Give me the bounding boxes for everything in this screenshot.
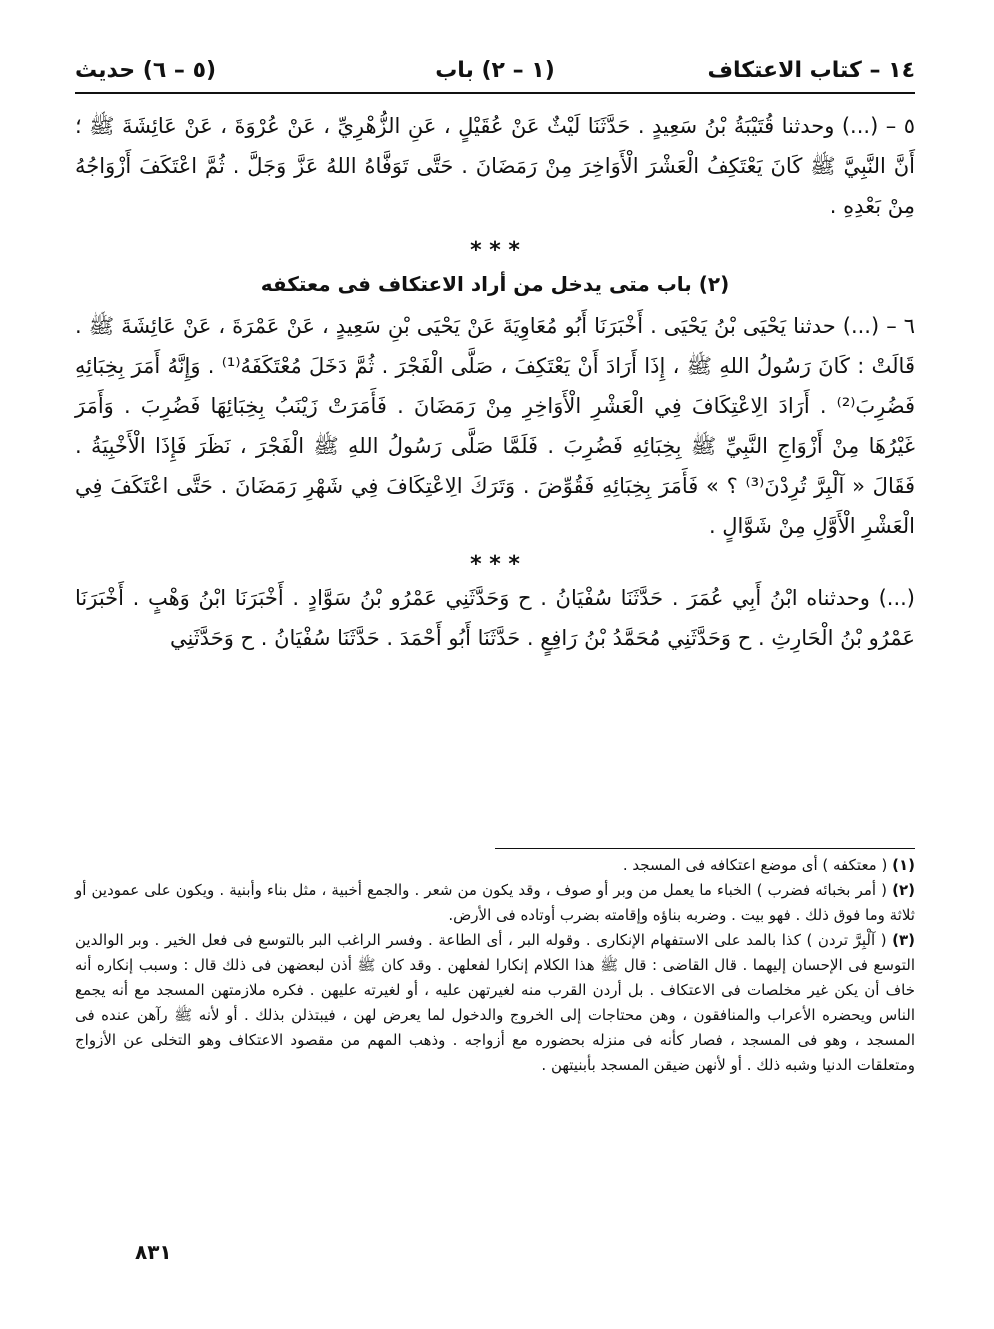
footnote-number: (١) — [892, 856, 915, 874]
footnote-number: (٣) — [892, 931, 915, 949]
hadith-5: ٥ – (...) وحدثنا قُتَيْبَةُ بْنُ سَعِيدٍ . حَدَّثَنَا لَيْثٌ عَنْ عُقَيْلٍ ، عَنِ الزُّهْرِيِّ ، عَنْ عُرْوَةَ ، عَنْ عَائِشَةَ ﷺ ؛ أَنَّ النَّبِيَّ ﷺ كَانَ يَعْتَكِفُ الْعَشْرَ الْأَوَاخِرَ مِنْ رَمَضَانَ . حَتَّى تَوَفَّاهُ اللهُ عَزَّ وَجَلَّ . ثُمَّ اعْتَكَفَ أَزْوَاجُهُ مِنْ بَعْدِهِ . — [75, 114, 915, 218]
running-header — [75, 40, 915, 92]
section-divider-stars: * * * — [470, 238, 520, 263]
footnote-text: ( معتكفه ) أى موضع اعتكافه فى المسجد . — [622, 856, 888, 874]
footnote-text: ( آلْبِرَّ تردن ) كذا بالمد على الاستفهام الإنكارى . وقوله البر ، أى الطاعة . وفسر الراغب البر بالتوسع فى فعل الخير . وبر الوالدين التوسع فى الإحسان إليهما . قال القاضى : قال ﷺ هذا الكلام إنكارا لفعلهن . وقد كان ﷺ أذن لبعضهن فى ذلك قال : وسبب إنكاره أنه خاف أن يكن غير مخلصات فى الاعتكاف . بل أردن القرب منه لغيرتهن عليه ، أو لغيرته عليهن . فكره ملازمتهن المسجد مع أنه يجمع الناس ويحضره الأعراب والمنافقون ، وهن محتاجات إلى الخروج والدخول لما يعرض لهن ، فيبتذلن بذلك . أو لأنه ﷺ رآهن عنده فى المسجد ، وهو فى المسجد ، فصار كأنه فى منزله بحضوره مع أزواجه . وذهب المهم من مقصود الاعتكاف وهو التخلى عن الأزواج ومتعلقات الدنيا وشبه ذلك . أو لأنهن ضيقن المسجد بأبنيتهن . — [75, 931, 915, 1074]
section-divider-stars-2: * * * — [470, 552, 520, 577]
footnote-1 — [75, 853, 915, 878]
footnote-3 — [75, 928, 915, 1078]
hadith-6: ٦ – (...) حدثنا يَحْيَى بْنُ يَحْيَى . أَخْبَرَنَا أَبُو مُعَاوِيَةَ عَنْ يَحْيَى بْنِ سَعِيدٍ ، عَنْ عَمْرَةَ ، عَنْ عَائِشَةَ ﷺ . قَالَتْ : كَانَ رَسُولُ اللهِ ﷺ ، إِذَا أَرَادَ أَنْ يَعْتَكِفَ ، صَلَّى الْفَجْرَ . ثُمَّ دَخَلَ مُعْتَكَفَهُ⁽¹⁾ . وَإِنَّهُ أَمَرَ بِخِبَائِهِ فَضُرِبَ⁽²⁾ . أَرَادَ الِاعْتِكَافَ فِي الْعَشْرِ الْأَوَاخِرِ مِنْ رَمَضَانَ . فَأَمَرَتْ زَيْنَبُ بِخِبَائِهَا فَضُرِبَ . وَأَمَرَ غَيْرُهَا مِنْ أَزْوَاجِ النَّبِيِّ ﷺ بِخِبَائِهِ فَضُرِبَ . فَلَمَّا صَلَّى رَسُولُ اللهِ ﷺ الْفَجْرَ ، نَظَرَ فَإِذَا الْأَخْبِيَةُ . فَقَالَ « آلْبِرَّ تُرِدْنَ⁽³⁾ ؟ » فَأَمَرَ بِخِبَائِهِ فَقُوِّضَ . وَتَرَكَ الِاعْتِكَافَ فِي شَهْرِ رَمَضَانَ . حَتَّى اعْتَكَفَ فِي الْعَشْرِ الْأَوَّلِ مِنْ شَوَّالٍ . — [75, 314, 916, 538]
footnote-number: (٢) — [892, 881, 915, 899]
footnote-rule — [495, 848, 915, 849]
footnote-2 — [75, 878, 915, 928]
footnotes — [75, 848, 915, 1078]
page — [75, 40, 915, 1310]
header-book-title: ١٤ – كتاب الاعتكاف — [707, 58, 915, 83]
footnote-text: ( أمر بخبائه فضرب ) الخباء ما يعمل من وبر أو صوف ، وقد يكون من شعر . والجمع أخبية ، مثل بناء وأبنية . ويكون على عمودين أو ثلاثة وما فوق ذلك . فهو بيت . وضربه بناؤه وإقامته بضرب أوتاده فى الأرض. — [75, 881, 915, 924]
header-hadith-range: (٥ – ٦) حديث — [75, 58, 217, 83]
page-number: ٨٣١ — [135, 1240, 172, 1264]
header-rule — [75, 92, 915, 94]
hadith-6-chain: (...) وحدثناه ابْنُ أَبِي عُمَرَ . حَدَّثَنَا سُفْيَانُ . ح وَحَدَّثَنِي عَمْرُو بْنُ سَوَّادٍ . أَخْبَرَنَا ابْنُ وَهْبٍ . أَخْبَرَنَا عَمْرُو بْنُ الْحَارِثِ . ح وَحَدَّثَنِي مُحَمَّدُ بْنُ رَافِعٍ . حَدَّثَنَا أَبُو أَحْمَدَ . حَدَّثَنَا سُفْيَانُ . ح وَحَدَّثَنِي — [75, 586, 915, 650]
header-chapter-range: (١ – ٢) باب — [435, 58, 555, 83]
chapter-title: (٢) باب متى يدخل من أراد الاعتكاف فى معتكفه — [260, 272, 730, 296]
